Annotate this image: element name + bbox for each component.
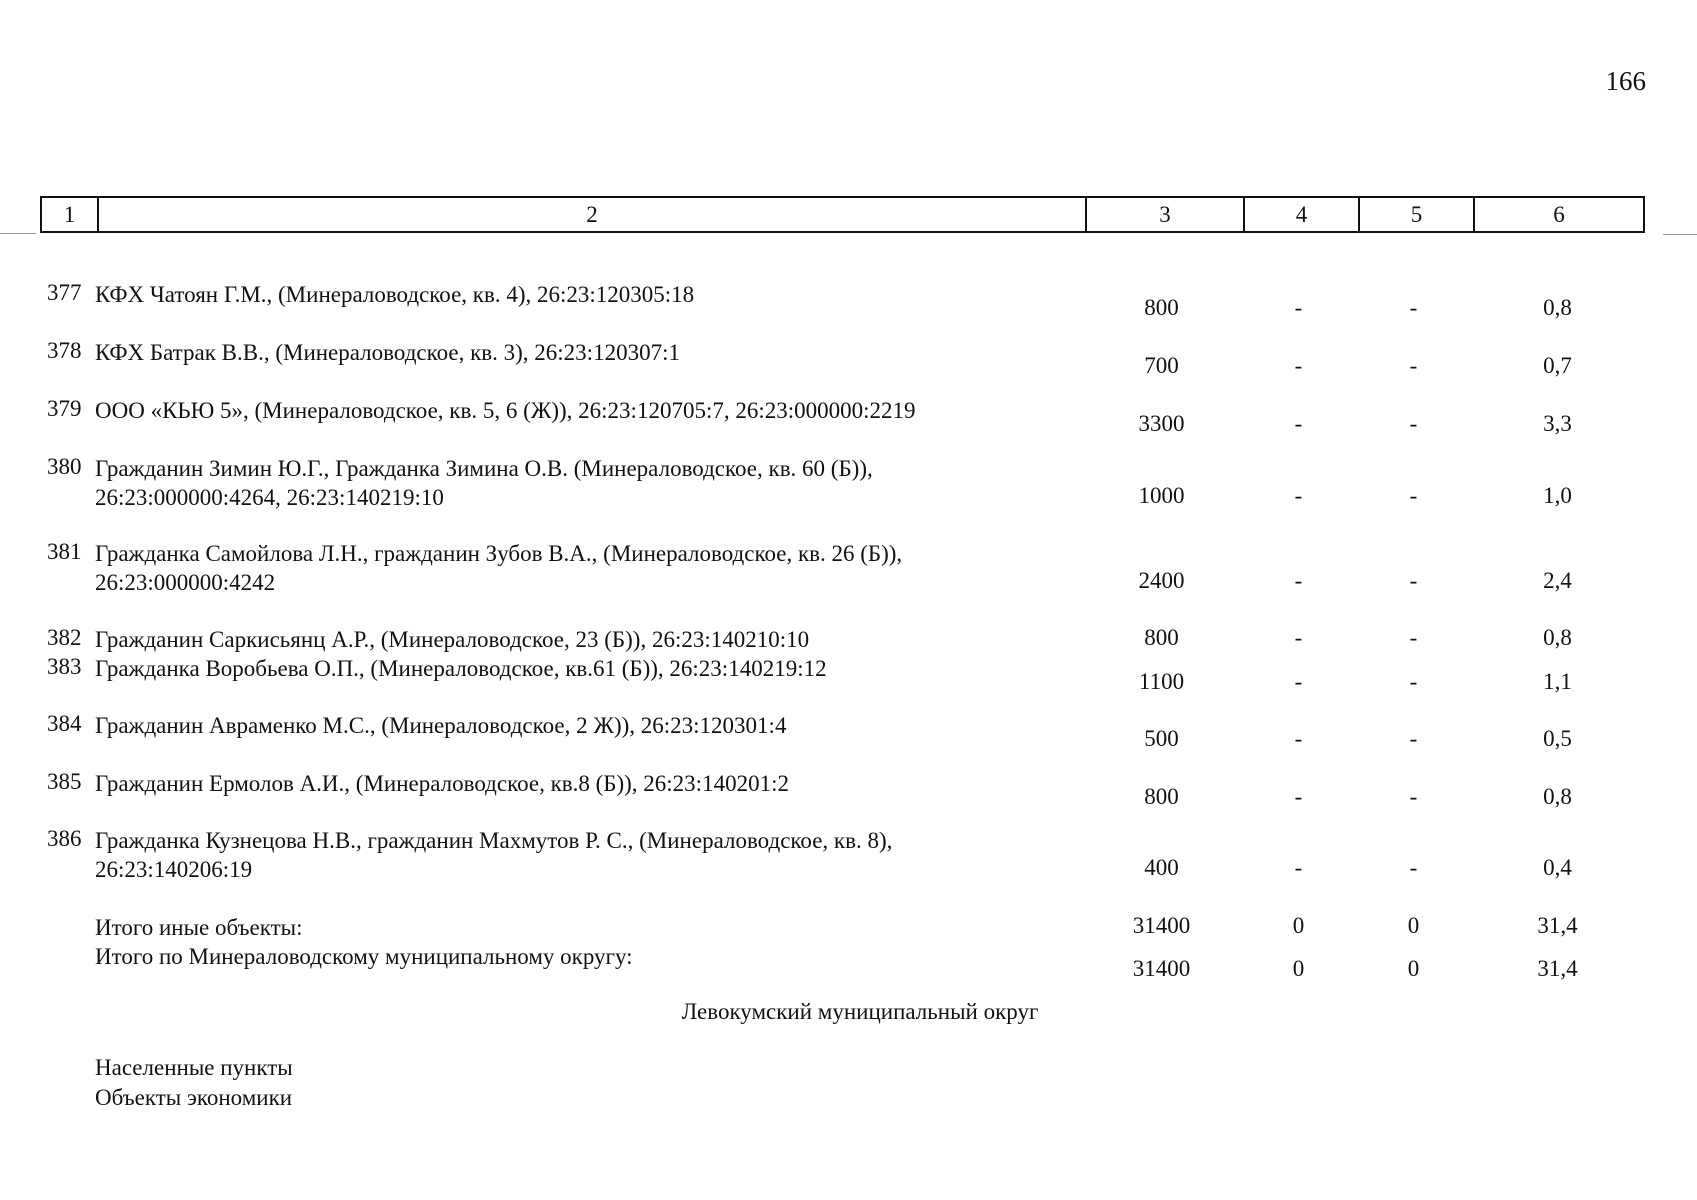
header-col-4: 4 bbox=[1243, 198, 1358, 231]
row-col-5: - bbox=[1409, 726, 1418, 751]
row-col-4: - bbox=[1294, 411, 1303, 436]
row-col-3: 700 bbox=[1144, 353, 1179, 378]
row-col-5: - bbox=[1409, 568, 1418, 593]
row-col-5: - bbox=[1409, 855, 1418, 880]
row-description: Гражданин Зимин Ю.Г., Гражданка Зимина О.В. (Минераловодское, кв. 60 (Б)), 26:23:000000:4264, 26:23:140219:10 bbox=[95, 456, 873, 510]
row-col-3: 3300 bbox=[1138, 411, 1185, 436]
row-description: Гражданин Авраменко М.С., (Минераловодское, 2 Ж)), 26:23:120301:4 bbox=[95, 713, 787, 738]
row-col-6: 0,4 bbox=[1543, 855, 1572, 880]
total-label: Итого иные объекты: bbox=[95, 915, 303, 940]
subtitle-settlements: Населенные пункты bbox=[95, 1055, 293, 1080]
row-col-6: 1,1 bbox=[1543, 669, 1572, 694]
total-col-5: 0 bbox=[1407, 913, 1420, 938]
row-col-6: 0,8 bbox=[1543, 784, 1572, 809]
scan-edge-right bbox=[1663, 234, 1697, 235]
column-number-header bbox=[40, 196, 1645, 233]
row-number: 379 bbox=[47, 396, 82, 421]
row-col-5: - bbox=[1409, 669, 1418, 694]
row-col-3: 800 bbox=[1144, 625, 1179, 650]
row-col-3: 2400 bbox=[1138, 568, 1185, 593]
row-number: 381 bbox=[47, 539, 82, 564]
total-col-4: 0 bbox=[1292, 913, 1305, 938]
row-number: 382 bbox=[47, 625, 82, 650]
row-col-4: - bbox=[1294, 353, 1303, 378]
row-col-4: - bbox=[1294, 483, 1303, 508]
row-col-3: 800 bbox=[1144, 295, 1179, 320]
row-col-3: 1100 bbox=[1138, 669, 1185, 694]
row-description: КФХ Чатоян Г.М., (Минераловодское, кв. 4), 26:23:120305:18 bbox=[95, 282, 695, 307]
row-col-3: 500 bbox=[1144, 726, 1179, 751]
total-label: Итого по Минераловодскому муниципальному округу: bbox=[95, 944, 633, 969]
row-col-4: - bbox=[1294, 784, 1303, 809]
total-col-5: 0 bbox=[1407, 956, 1420, 981]
row-col-6: 1,0 bbox=[1543, 483, 1572, 508]
row-col-6: 0,8 bbox=[1543, 625, 1572, 650]
row-description: Гражданка Самойлова Л.Н., гражданин Зубов В.А., (Минераловодское, кв. 26 (Б)), 26:23:000000:4242 bbox=[95, 541, 903, 595]
row-col-4: - bbox=[1294, 295, 1303, 320]
total-col-3: 31400 bbox=[1132, 956, 1191, 981]
row-col-5: - bbox=[1409, 295, 1418, 320]
subtitle-economic-objects: Объекты экономики bbox=[95, 1085, 293, 1110]
row-number: 385 bbox=[47, 769, 82, 794]
row-description: Гражданин Ермолов А.И., (Минераловодское, кв.8 (Б)), 26:23:140201:2 bbox=[95, 771, 789, 796]
row-description: ООО «КЬЮ 5», (Минераловодское, кв. 5, 6 (Ж)), 26:23:120705:7, 26:23:000000:2219 bbox=[95, 398, 916, 423]
row-col-4: - bbox=[1294, 855, 1303, 880]
header-col-1: 1 bbox=[63, 201, 76, 227]
row-number: 380 bbox=[47, 454, 82, 479]
row-description: Гражданка Воробьева О.П., (Минераловодское, кв.61 (Б)), 26:23:140219:12 bbox=[95, 656, 827, 681]
row-number: 384 bbox=[47, 711, 82, 736]
scan-edge-left bbox=[0, 233, 36, 234]
row-col-5: - bbox=[1409, 411, 1418, 436]
row-col-6: 3,3 bbox=[1543, 411, 1572, 436]
row-col-3: 400 bbox=[1144, 855, 1179, 880]
row-col-6: 0,5 bbox=[1543, 726, 1572, 751]
row-number: 378 bbox=[47, 338, 82, 363]
header-col-2: 2 bbox=[97, 198, 1085, 231]
row-col-6: 0,8 bbox=[1543, 295, 1572, 320]
row-number: 386 bbox=[47, 826, 82, 851]
section-title: Левокумский муниципальный округ bbox=[681, 999, 1039, 1024]
row-col-4: - bbox=[1294, 625, 1303, 650]
row-col-4: - bbox=[1294, 568, 1303, 593]
row-col-3: 800 bbox=[1144, 784, 1179, 809]
row-col-6: 2,4 bbox=[1543, 568, 1572, 593]
total-col-3: 31400 bbox=[1132, 913, 1191, 938]
row-col-4: - bbox=[1294, 669, 1303, 694]
row-col-5: - bbox=[1409, 784, 1418, 809]
row-number: 383 bbox=[47, 654, 82, 679]
row-number: 377 bbox=[47, 280, 82, 305]
page-number: 166 bbox=[1605, 66, 1646, 96]
row-col-6: 0,7 bbox=[1543, 353, 1572, 378]
total-col-6: 31,4 bbox=[1537, 913, 1578, 938]
total-col-6: 31,4 bbox=[1537, 956, 1578, 981]
row-description: КФХ Батрак В.В., (Минераловодское, кв. 3), 26:23:120307:1 bbox=[95, 340, 680, 365]
row-description: Гражданин Саркисьянц А.Р., (Минераловодское, 23 (Б)), 26:23:140210:10 bbox=[95, 627, 810, 652]
row-col-3: 1000 bbox=[1138, 483, 1185, 508]
row-col-4: - bbox=[1294, 726, 1303, 751]
row-col-5: - bbox=[1409, 625, 1418, 650]
total-col-4: 0 bbox=[1292, 956, 1305, 981]
header-col-5: 5 bbox=[1358, 198, 1473, 231]
header-col-6: 6 bbox=[1473, 198, 1643, 231]
header-col-3: 3 bbox=[1085, 198, 1243, 231]
row-description: Гражданка Кузнецова Н.В., гражданин Махмутов Р. С., (Минераловодское, кв. 8), 26:23:140206:19 bbox=[95, 828, 893, 882]
row-col-5: - bbox=[1409, 353, 1418, 378]
row-col-5: - bbox=[1409, 483, 1418, 508]
